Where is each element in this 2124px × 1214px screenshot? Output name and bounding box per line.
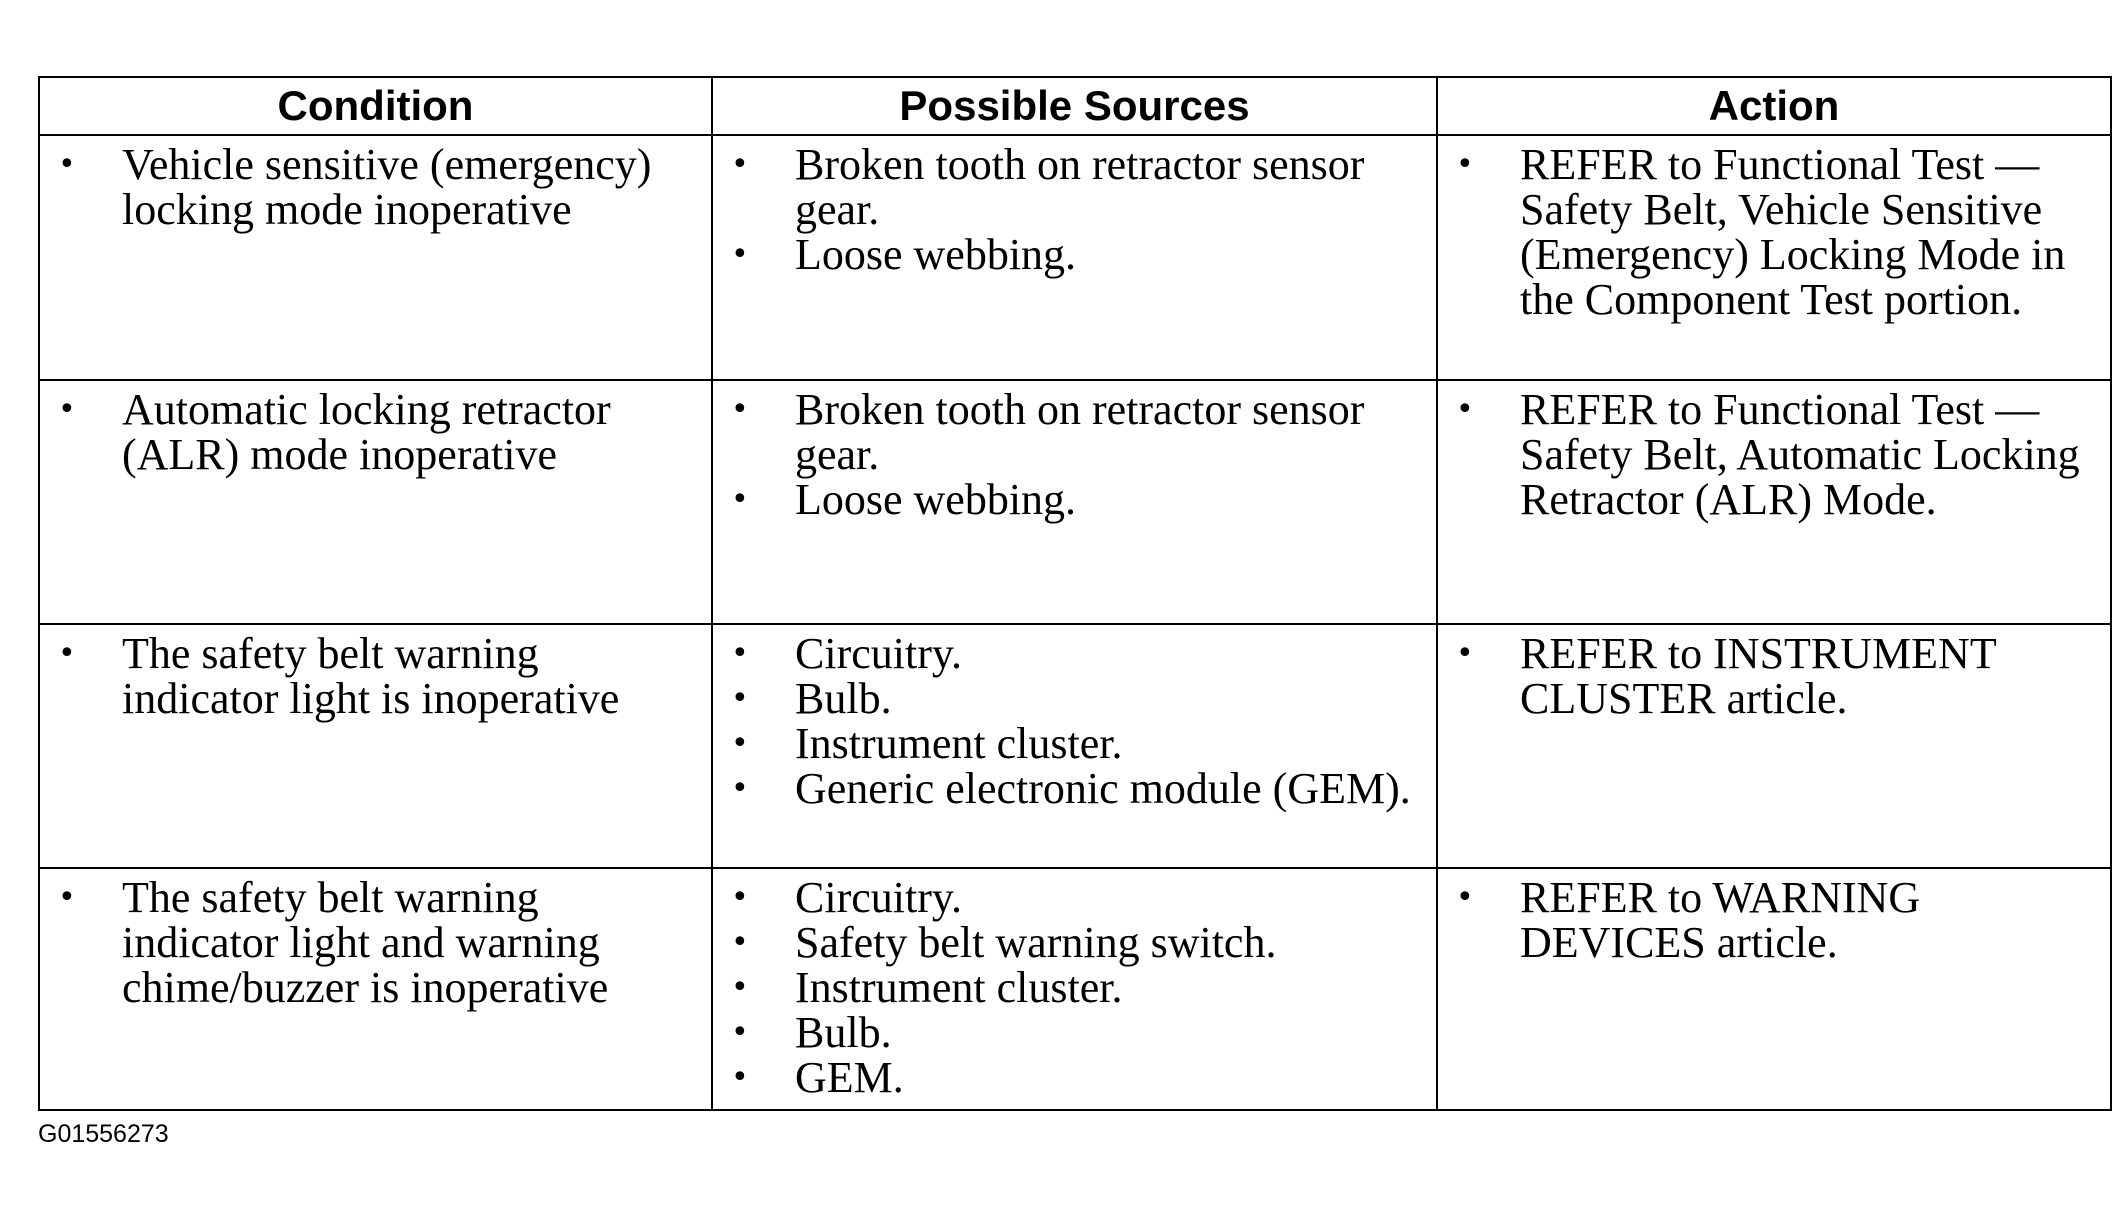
bullet-icon: • xyxy=(731,970,749,1005)
header-condition: Condition xyxy=(39,77,712,135)
list-item xyxy=(713,387,1416,477)
list-item xyxy=(713,232,1416,277)
header-possible-sources: Possible Sources xyxy=(712,77,1437,135)
list-item xyxy=(1438,875,2090,965)
bullet-list xyxy=(40,625,711,721)
bullet-icon: • xyxy=(58,392,76,427)
list-item-text: GEM. xyxy=(795,1053,904,1102)
bullet-icon: • xyxy=(731,237,749,272)
list-item-text: The safety belt warning indicator light and warning chime/buzzer is inoperative xyxy=(122,873,609,1012)
list-item-text: Circuitry. xyxy=(795,873,962,922)
bullet-icon: • xyxy=(731,726,749,761)
list-item xyxy=(713,477,1416,522)
bullet-list xyxy=(40,381,711,477)
table-row xyxy=(39,135,2111,380)
bullet-icon: • xyxy=(731,771,749,806)
list-item xyxy=(40,631,691,721)
list-item-text: Broken tooth on retractor sensor gear. xyxy=(795,385,1365,479)
list-item-text: REFER to Functional Test — Safety Belt, Automatic Locking Retractor (ALR) Mode. xyxy=(1520,385,2080,524)
list-item xyxy=(713,875,1416,920)
bullet-icon: • xyxy=(731,147,749,182)
list-item xyxy=(1438,387,2090,522)
bullet-list xyxy=(1438,136,2110,322)
list-item xyxy=(1438,631,2090,721)
list-item-text: Safety belt warning switch. xyxy=(795,918,1277,967)
bullet-list xyxy=(40,136,711,232)
condition-cell xyxy=(39,380,712,624)
list-item-text: Broken tooth on retractor sensor gear. xyxy=(795,140,1365,234)
bullet-list xyxy=(713,625,1436,811)
bullet-icon: • xyxy=(731,392,749,427)
list-item xyxy=(1438,142,2090,322)
bullet-icon: • xyxy=(58,147,76,182)
list-item-text: Bulb. xyxy=(795,674,892,723)
list-item-text: Vehicle sensitive (emergency) locking mode inoperative xyxy=(122,140,652,234)
bullet-icon: • xyxy=(731,880,749,915)
list-item-text: Instrument cluster. xyxy=(795,719,1123,768)
action-cell xyxy=(1437,380,2111,624)
bullet-icon: • xyxy=(731,482,749,517)
bullet-list xyxy=(1438,869,2110,965)
condition-cell xyxy=(39,135,712,380)
action-cell xyxy=(1437,868,2111,1110)
table-body xyxy=(39,135,2111,1110)
list-item xyxy=(713,965,1416,1010)
list-item-text: Loose webbing. xyxy=(795,230,1077,279)
bullet-list xyxy=(40,869,711,1010)
list-item-text: Bulb. xyxy=(795,1008,892,1057)
possible-sources-cell xyxy=(712,380,1437,624)
possible-sources-cell xyxy=(712,868,1437,1110)
list-item xyxy=(713,631,1416,676)
list-item-text: REFER to WARNING DEVICES article. xyxy=(1520,873,1921,967)
condition-cell xyxy=(39,868,712,1110)
bullet-list xyxy=(713,869,1436,1100)
list-item xyxy=(40,142,691,232)
list-item-text: REFER to Functional Test — Safety Belt, Vehicle Sensitive (Emergency) Locking Mode in the Component Test portion. xyxy=(1520,140,2066,324)
possible-sources-cell xyxy=(712,624,1437,868)
list-item xyxy=(713,721,1416,766)
table-row xyxy=(39,380,2111,624)
list-item-text: Automatic locking retractor (ALR) mode inoperative xyxy=(122,385,611,479)
list-item-text: The safety belt warning indicator light is inoperative xyxy=(122,629,620,723)
bullet-icon: • xyxy=(731,1060,749,1095)
bullet-icon: • xyxy=(731,681,749,716)
header-row xyxy=(39,77,2111,135)
list-item xyxy=(713,142,1416,232)
table-row xyxy=(39,868,2111,1110)
list-item-text: REFER to INSTRUMENT CLUSTER article. xyxy=(1520,629,1996,723)
bullet-icon: • xyxy=(731,636,749,671)
condition-cell xyxy=(39,624,712,868)
bullet-icon: • xyxy=(58,636,76,671)
list-item xyxy=(40,875,691,1010)
table-row xyxy=(39,624,2111,868)
bullet-list xyxy=(713,136,1436,277)
bullet-icon: • xyxy=(1456,147,1474,182)
diagnosis-table xyxy=(38,76,2112,1111)
list-item xyxy=(713,1055,1416,1100)
bullet-icon: • xyxy=(1456,880,1474,915)
bullet-icon: • xyxy=(1456,392,1474,427)
list-item xyxy=(713,920,1416,965)
bullet-list xyxy=(1438,625,2110,721)
bullet-icon: • xyxy=(1456,636,1474,671)
list-item xyxy=(40,387,691,477)
bullet-icon: • xyxy=(58,880,76,915)
list-item-text: Loose webbing. xyxy=(795,475,1077,524)
list-item xyxy=(713,1010,1416,1055)
action-cell xyxy=(1437,624,2111,868)
action-cell xyxy=(1437,135,2111,380)
header-action: Action xyxy=(1437,77,2111,135)
figure-id: G01556273 xyxy=(38,1120,169,1148)
list-item-text: Generic electronic module (GEM). xyxy=(795,764,1411,813)
possible-sources-cell xyxy=(712,135,1437,380)
list-item xyxy=(713,676,1416,721)
bullet-icon: • xyxy=(731,925,749,960)
bullet-list xyxy=(713,381,1436,522)
bullet-icon: • xyxy=(731,1015,749,1050)
bullet-list xyxy=(1438,381,2110,522)
list-item-text: Circuitry. xyxy=(795,629,962,678)
list-item-text: Instrument cluster. xyxy=(795,963,1123,1012)
list-item xyxy=(713,766,1416,811)
